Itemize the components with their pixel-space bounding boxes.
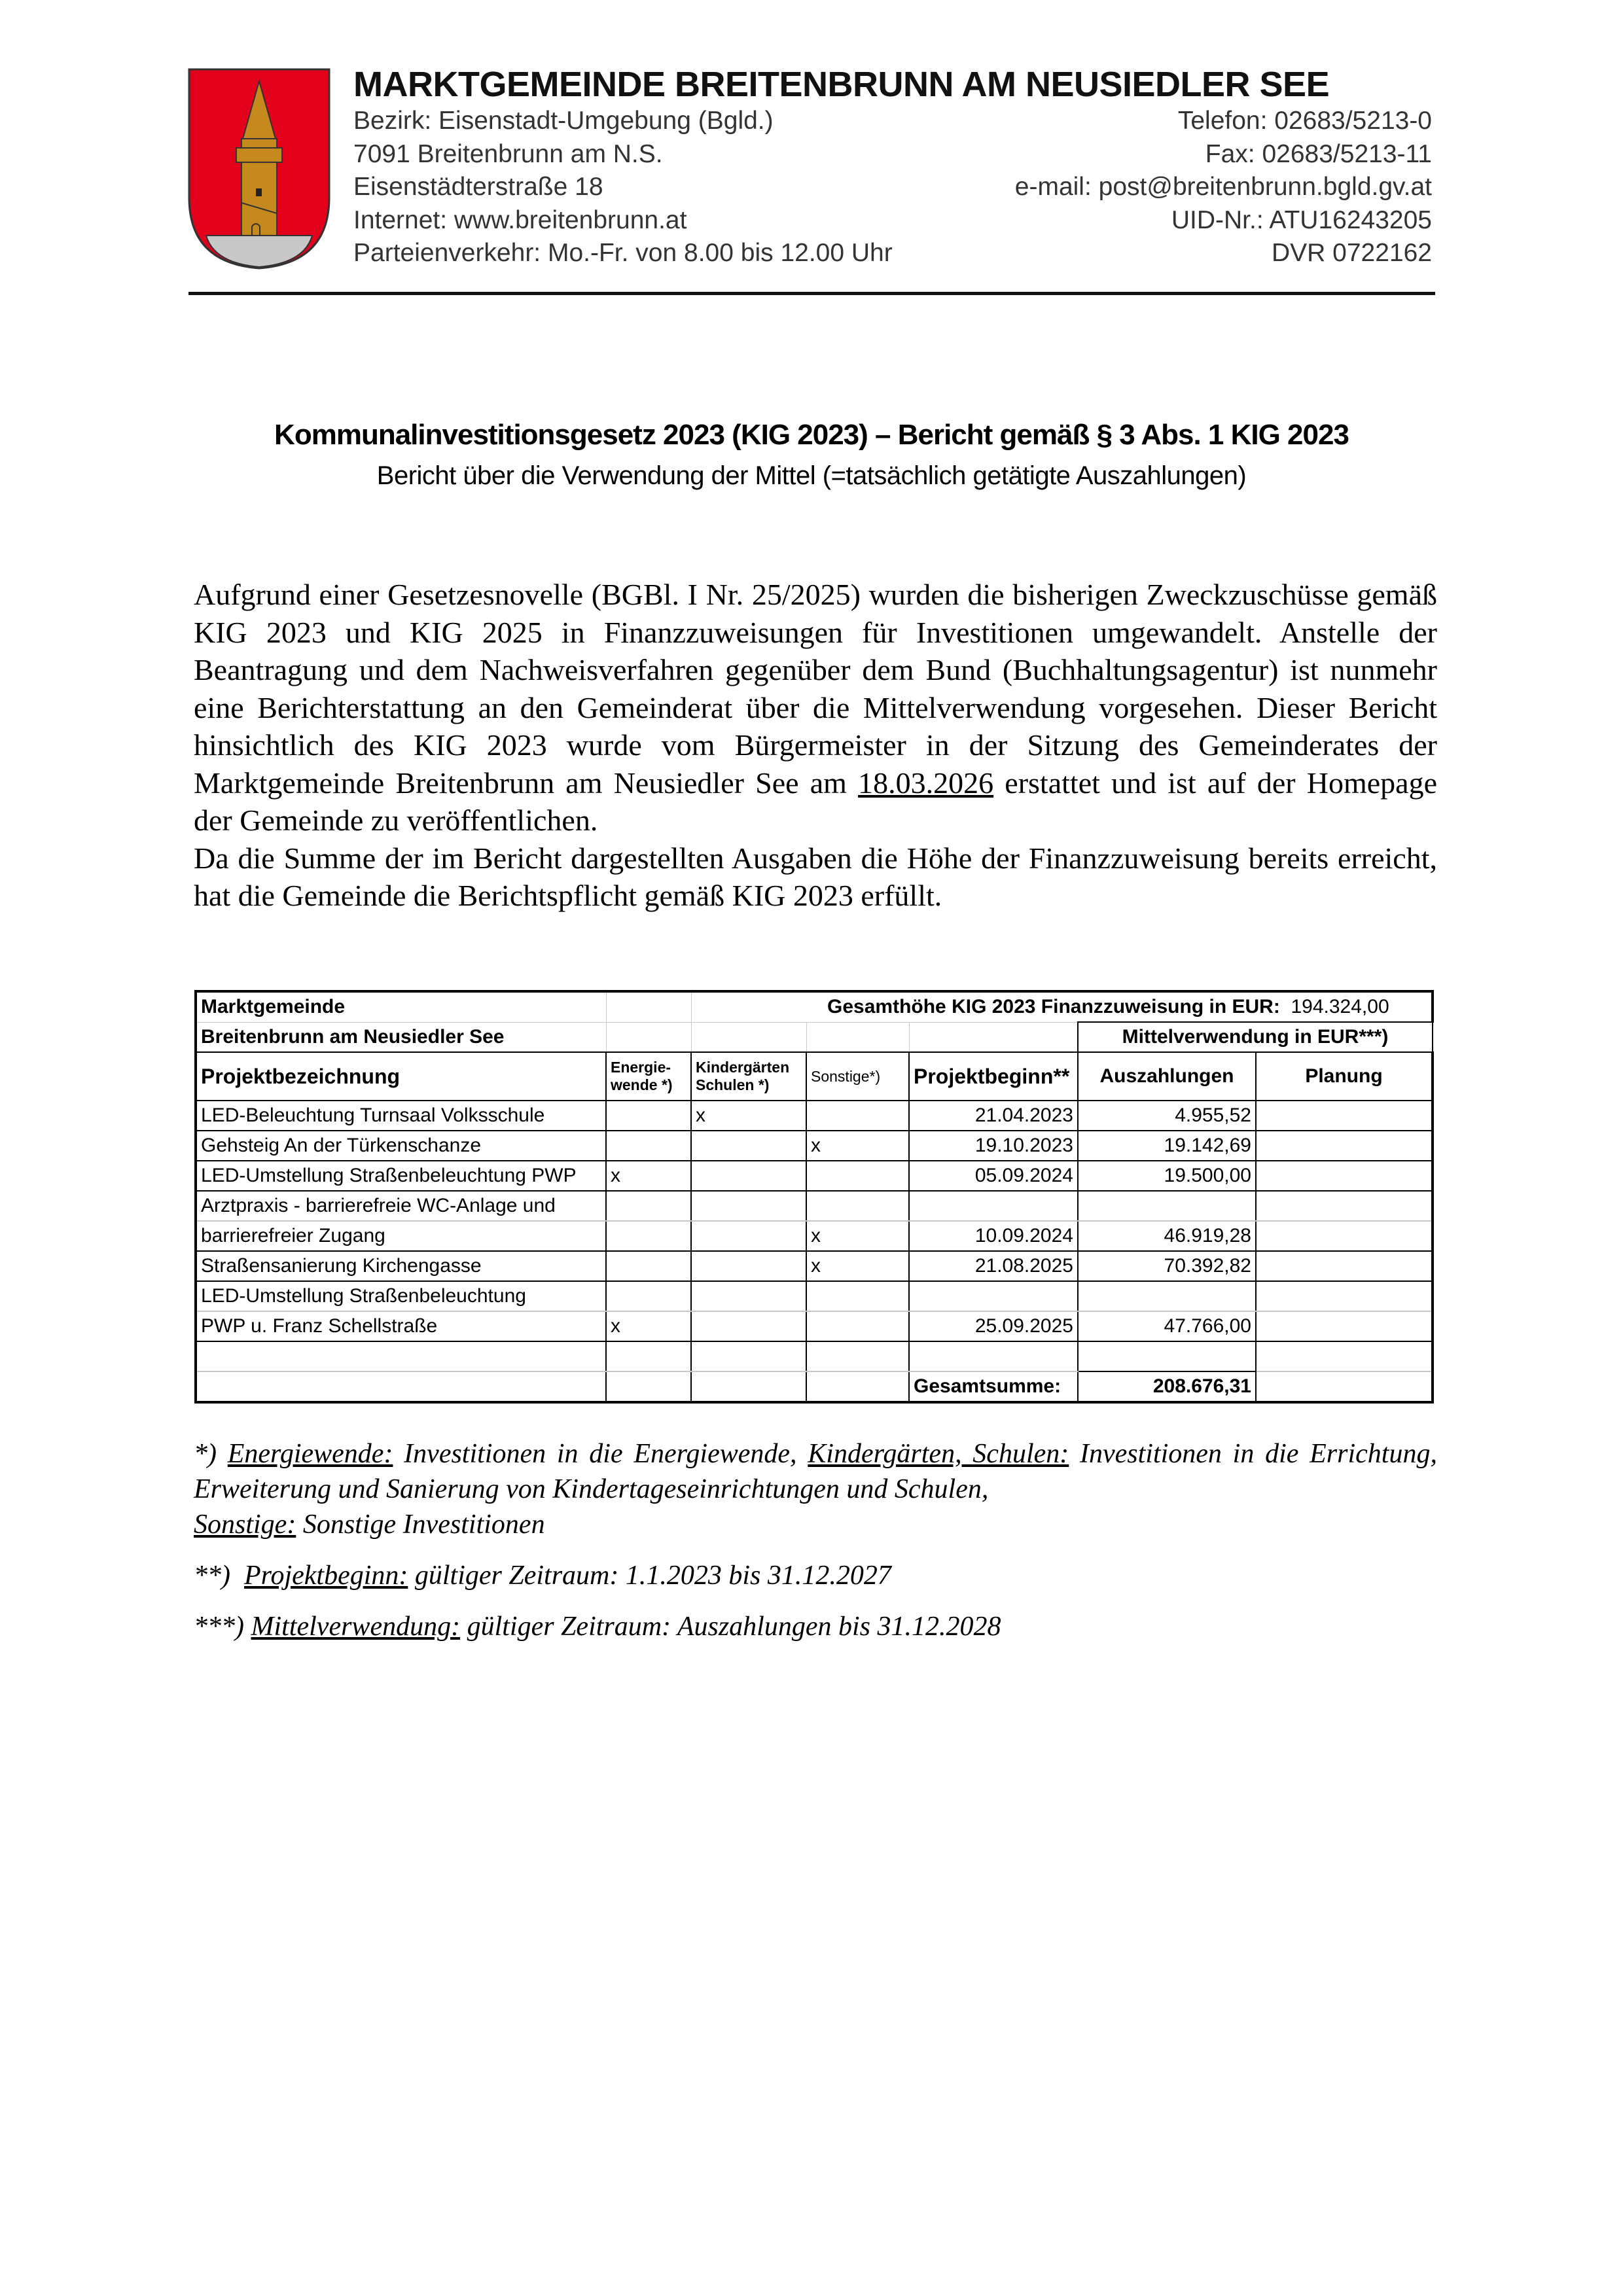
table-row: Arztpraxis - barrierefreie WC-Anlage und	[196, 1191, 1433, 1221]
municipality-name-cell: Breitenbrunn am Neusiedler See	[196, 1022, 606, 1052]
total-allocation: Gesamthöhe KIG 2023 Finanzzuweisung in EUR: 194.324,00	[691, 991, 1433, 1022]
office-hours-line: Parteienverkehr: Mo.-Fr. von 8.00 bis 12.00 Uhr	[353, 239, 893, 267]
street-line: Eisenstädterstraße 18	[353, 173, 603, 201]
table-row-continuation: PWP u. Franz Schellstraße x 25.09.2025 47.766,00	[196, 1311, 1433, 1341]
table-row-continuation: barrierefreier Zugang x 10.09.2024 46.919,28	[196, 1221, 1433, 1251]
footnote-fund-usage: ***) Mittelverwendung: gültiger Zeitraum: Auszahlungen bis 31.12.2028	[194, 1612, 1001, 1642]
col-energy: Energie- wende *)	[606, 1052, 691, 1101]
paragraph-intro: Aufgrund einer Gesetzesnovelle (BGBl. I Nr. 25/2025) wurden die bisherigen Zweckzuschüsse gemäß KIG 2023 und KIG 2025 in Finanzzuweisungen für Investitionen umgewandelt. Anstelle der Beantragung und dem Nachweisverfahren gegenüber dem Bund (Buchhaltungsagentur) ist nunmehr eine Berichterstattung an den Gemeinderat über die Mittelverwendung vorgesehen. Dieser Bericht hinsichtlich des KIG 2023 wurde vom Bürgermeister in der Sitzung des Gemeinderates der Marktgemeinde Breitenbrunn am Neusiedler See am 18.03.2026 erstattet und ist auf der Homepage der Gemeinde zu veröffentlichen.	[194, 578, 1437, 837]
table-row: LED-Beleuchtung Turnsaal Volksschule x 21.04.2023 4.955,52	[196, 1101, 1433, 1131]
report-body	[194, 576, 1437, 915]
district-line: Bezirk: Eisenstadt-Umgebung (Bgld.)	[353, 107, 774, 135]
website-line: Internet: www.breitenbrunn.at	[353, 205, 687, 234]
letterhead-contact	[1015, 105, 1432, 270]
paragraph-conclusion: Da die Summe der im Bericht dargestellten Ausgaben die Höhe der Finanzzuweisung bereits erreicht, hat die Gemeinde die Berichtspflicht gemäß KIG 2023 erfüllt.	[194, 841, 1437, 912]
col-planning: Planung	[1256, 1052, 1433, 1101]
col-start: Projektbeginn**	[909, 1052, 1078, 1101]
col-other: Sonstige*)	[806, 1052, 909, 1101]
table-row: Gehsteig An der Türkenschanze x 19.10.2023 19.142,69	[196, 1131, 1433, 1161]
dvr-line: DVR 0722162	[1271, 239, 1432, 267]
document-subtitle: Bericht über die Verwendung der Mittel (=tatsächlich getätigte Auszahlungen)	[376, 461, 1247, 490]
letterhead-address	[353, 105, 893, 270]
table-row: LED-Umstellung Straßenbeleuchtung PWP x 05.09.2024 19.500,00	[196, 1161, 1433, 1191]
municipality-label: Marktgemeinde	[196, 991, 606, 1022]
fax-line: Fax: 02683/5213-11	[1205, 139, 1432, 168]
total-label: Gesamtsumme:	[909, 1371, 1078, 1402]
footnote-project-start: **) Projektbeginn: gültiger Zeitraum: 1.1.2023 bis 31.12.2027	[194, 1561, 891, 1591]
kig-usage-table	[194, 990, 1434, 1404]
letterhead-divider	[188, 292, 1435, 295]
total-value: 208.676,31	[1078, 1371, 1256, 1402]
total-allocation-value: 194.324,00	[1291, 996, 1389, 1017]
table-row: Straßensanierung Kirchengasse x 21.08.2025 70.392,82	[196, 1251, 1433, 1281]
document-title: Kommunalinvestitionsgesetz 2023 (KIG 2023) – Bericht gemäß § 3 Abs. 1 KIG 2023	[274, 419, 1349, 451]
email-line: e-mail: post@breitenbrunn.bgld.gv.at	[1014, 173, 1432, 201]
col-project: Projektbezeichnung	[196, 1052, 606, 1101]
municipal-crest-icon	[187, 67, 332, 271]
phone-line: Telefon: 02683/5213-0	[1177, 107, 1432, 135]
postal-line: 7091 Breitenbrunn am N.S.	[353, 139, 663, 168]
municipality-name: MARKTGEMEINDE BREITENBRUNN AM NEUSIEDLER SEE	[353, 65, 1330, 104]
uid-line: UID-Nr.: ATU16243205	[1171, 205, 1432, 234]
usage-header: Mittelverwendung in EUR***)	[1078, 1022, 1433, 1052]
total-row	[196, 1371, 1433, 1402]
meeting-date: 18.03.2026	[858, 766, 994, 800]
table-row-empty	[196, 1341, 1433, 1371]
footnote-categories: *) Energiewende: Investitionen in die Energiewende, Kindergärten, Schulen: Investitionen in die Errichtung, Erweiterung und Sanierung von Kindertageseinrichtungen und Schulen, Sonstige: Sonstige Investitionen	[194, 1439, 1437, 1540]
col-payments: Auszahlungen	[1078, 1052, 1256, 1101]
col-schools: Kindergärten Schulen *)	[691, 1052, 806, 1101]
table-row: LED-Umstellung Straßenbeleuchtung	[196, 1281, 1433, 1311]
footnotes	[194, 1436, 1437, 1644]
